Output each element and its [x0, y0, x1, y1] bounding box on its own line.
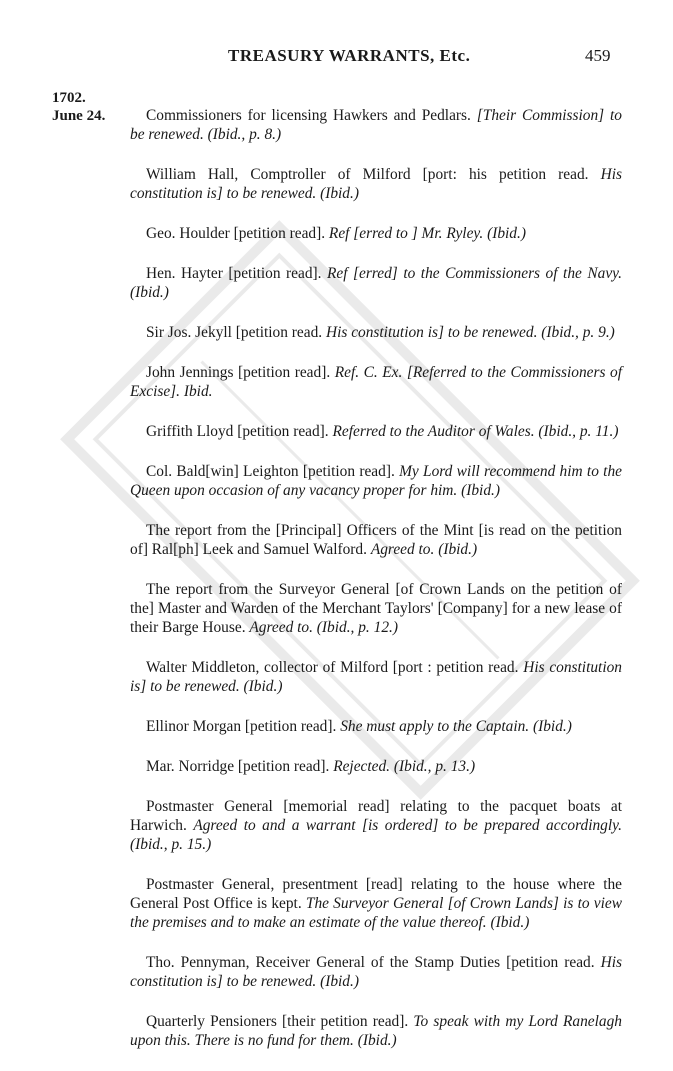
entry-ellinor-morgan [130, 717, 622, 736]
entry-decision: My Lord will recommend him to the Queen upon occasion of any vacancy proper for him. (Ibid.) [130, 463, 622, 499]
entry-text: Postmaster General [memorial read] relating to the pacquet boats at Harwich. [130, 798, 622, 834]
entry-decision: Agreed to and a warrant [is ordered] to be prepared accordingly. (Ibid., p. 15.) [130, 817, 622, 853]
entry-text: William Hall, Comptroller of Milford [port: his petition read. [146, 166, 601, 183]
entry-quarterly-pensioners [130, 1012, 622, 1050]
entry-decision: His constitution is] to be renewed. (Ibid.) [130, 954, 622, 990]
entry-text: The report from the Surveyor General [of Crown Lands on the petition of the] Master and Warden of the Merchant Taylors' [Company] for a new lease of their Barge House. [130, 581, 622, 636]
entry-text: John Jennings [petition read]. [146, 364, 335, 381]
entry-merchant-taylors [130, 580, 622, 637]
entry-walter-middleton [130, 658, 622, 696]
entry-text: Commissioners for licensing Hawkers and Pedlars. [146, 107, 477, 124]
entry-hawkers-pedlars [130, 106, 622, 144]
entry-text: Mar. Norridge [petition read]. [146, 758, 334, 775]
entry-post-office [130, 875, 622, 932]
entry-text: Postmaster General, presentment [read] relating to the house where the General Post Office is kept. [130, 876, 622, 912]
entry-decision: His constitution is] to be renewed. (Ibid.) [130, 659, 623, 695]
entry-baldwin-leighton [130, 462, 622, 500]
entry-griffith-lloyd [130, 422, 622, 441]
entry-jos-jekyll [130, 323, 622, 342]
margin-date: June 24. [52, 108, 106, 124]
entry-hen-hayter [130, 264, 622, 302]
entry-text: Walter Middleton, collector of Milford [port : petition read. [146, 659, 524, 676]
entries-list [130, 106, 622, 1071]
entry-text: Col. Bald[win] Leighton [petition read]. [146, 463, 400, 480]
entry-mint-report [130, 521, 622, 559]
entry-decision: The Surveyor General [of Crown Lands] is to view the premises and to make an estimate of the value thereof. (Ibid.) [130, 895, 622, 931]
entry-mar-norridge [130, 757, 622, 776]
entry-decision: Agreed to. (Ibid.) [370, 541, 478, 558]
entry-decision: She must apply to the Captain. (Ibid.) [340, 718, 572, 735]
margin-year: 1702. [52, 90, 86, 106]
entry-decision: Agreed to. (Ibid., p. 12.) [249, 619, 398, 636]
entry-decision: To speak with my Lord Ranelagh upon this. There is no fund for them. (Ibid.) [130, 1013, 623, 1049]
entry-decision: Ref. C. Ex. [Referred to the Commissioners of Excise]. Ibid. [130, 364, 622, 400]
entry-pacquet-boats [130, 797, 622, 854]
entry-tho-pennyman [130, 953, 622, 991]
entry-text: Tho. Pennyman, Receiver General of the Stamp Duties [petition read. [146, 954, 601, 971]
entry-text: Ellinor Morgan [petition read]. [146, 718, 341, 735]
page-number: 459 [585, 46, 611, 65]
running-title: TREASURY WARRANTS, Etc. [228, 46, 471, 65]
entry-text: Griffith Lloyd [petition read]. [146, 423, 333, 440]
entry-decision: [Their Commission] to be renewed. (Ibid., p. 8.) [130, 107, 622, 143]
entry-text: Hen. Hayter [petition read]. [146, 265, 328, 282]
entry-text: Sir Jos. Jekyll [petition read. [146, 324, 326, 341]
entry-text: Geo. Houlder [petition read]. [146, 225, 329, 242]
entry-text: The report from the [Principal] Officers of the Mint [is read on the petition of] Ral[ph] Leek and Samuel Walford. [130, 522, 622, 558]
entry-decision: Referred to the Auditor of Wales. (Ibid., p. 11.) [332, 423, 619, 440]
entry-decision: His constitution is] to be renewed. (Ibid.) [130, 166, 622, 202]
entry-decision: His constitution is] to be renewed. (Ibid., p. 9.) [325, 324, 615, 341]
entry-john-jennings [130, 363, 622, 401]
entry-geo-houlder [130, 224, 622, 243]
entry-text: Quarterly Pensioners [their petition read]. [146, 1013, 414, 1030]
entry-william-hall [130, 165, 622, 203]
entry-decision: Rejected. (Ibid., p. 13.) [333, 758, 476, 775]
entry-decision: Ref [erred] to the Commissioners of the Navy. (Ibid.) [130, 265, 622, 301]
entry-decision: Ref [erred to ] Mr. Ryley. (Ibid.) [328, 225, 526, 242]
